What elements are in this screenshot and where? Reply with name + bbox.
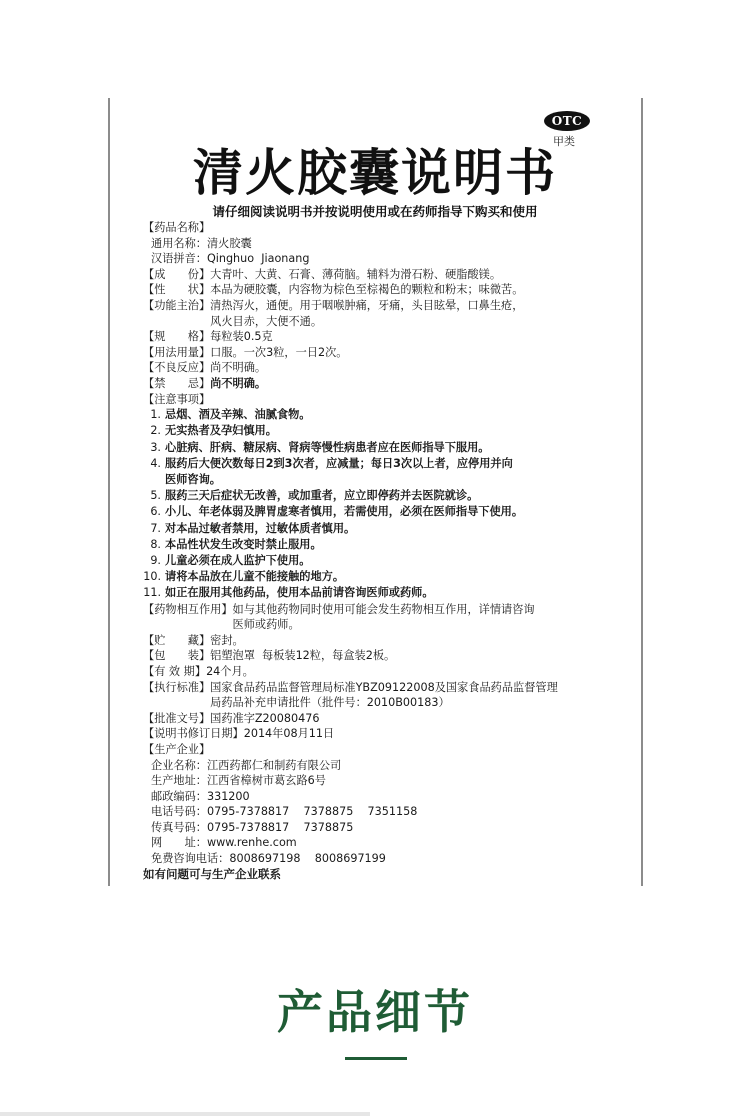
precaution-text: 对本品过敏者禁用，过敏体质者慎用。: [165, 521, 356, 535]
otc-badge: OTC: [544, 111, 590, 131]
field-label: 【性 状】: [143, 283, 211, 297]
bottom-divider: [0, 1112, 370, 1116]
field-row-dosage: [143, 345, 613, 361]
manufacturer-row: [143, 789, 613, 805]
precaution-text: 服药后大便次数每日2到3次者，应减量；每日3次以上者，应停用并向: [165, 456, 513, 470]
field-label: 【有 效 期】: [143, 664, 207, 678]
precaution-number: 9.: [150, 553, 161, 567]
field-value: 清热泻火，通便。用于咽喉肿痛，牙痛，头目眩晕，口鼻生疮，: [210, 298, 524, 312]
otc-category: 甲类: [553, 135, 575, 148]
precaution-item: [143, 423, 613, 439]
field-row-appearance: [143, 282, 613, 298]
field-value: 如与其他药物同时使用可能会发生药物相互作用，详情请咨询: [232, 602, 535, 616]
section-heading: 产品细节: [277, 985, 473, 1039]
precautions-header: 【注意事项】: [143, 392, 211, 406]
precaution-number: 2.: [150, 424, 161, 438]
precaution-number: 1.: [150, 408, 161, 422]
manufacturer-value: 江西药都仁和制药有限公司: [206, 758, 342, 772]
leaflet-subtitle: 请仔细阅读说明书并按说明使用或在药师指导下购买和使用: [212, 204, 538, 219]
field-value: 铝塑泡罩 每板装12粒，每盒装2板。: [210, 649, 396, 663]
precaution-number: 7.: [150, 521, 161, 535]
field-value: 口服。一次3粒，一日2次。: [210, 345, 348, 359]
field-label: 【成 份】: [143, 267, 211, 281]
manufacturer-row: [143, 851, 613, 867]
precaution-text: 无实热者及孕妇慎用。: [165, 424, 277, 438]
field-row-indications: [143, 298, 613, 314]
field-row-revision-date: [143, 726, 613, 742]
precaution-text: 请将本品放在儿童不能接触的地方。: [165, 570, 345, 584]
generic-name-value: 清火胶囊: [206, 236, 252, 250]
precaution-item: [143, 585, 613, 601]
precaution-text: 如正在服用其他药品，使用本品前请咨询医师或药师。: [165, 586, 434, 600]
manufacturer-label: 邮政编码：: [151, 789, 207, 803]
generic-name-row: [143, 236, 613, 252]
manufacturer-row: [143, 820, 613, 836]
field-value-cont: 医师或药师。: [232, 618, 300, 632]
manufacturer-label: 生产地址：: [151, 774, 207, 788]
field-value-cont: 局药品补充申请批件（批件号：2010B00183）: [210, 696, 450, 710]
drug-name-header-row: [143, 220, 613, 236]
manufacturer-label: 企业名称：: [151, 758, 207, 772]
precaution-number: 10.: [143, 570, 161, 584]
field-value: 尚不明确。: [210, 376, 267, 390]
manufacturer-row: [143, 773, 613, 789]
field-row-indications-cont: [143, 314, 613, 330]
field-label: 【功能主治】: [143, 298, 211, 312]
precaution-item: [143, 553, 613, 569]
field-value: 每粒装0.5克: [210, 330, 273, 344]
field-value: 密封。: [210, 633, 244, 647]
manufacturer-label: 免费咨询电话：: [151, 852, 230, 866]
precaution-number: 3.: [150, 440, 161, 454]
precaution-item: [143, 504, 613, 520]
field-label: 【禁 忌】: [143, 376, 211, 390]
right-border-line: [641, 98, 643, 886]
pinyin-label: 汉语拼音：: [151, 252, 207, 266]
field-label: 【批准文号】: [143, 711, 211, 725]
manufacturer-value: 江西省樟树市葛玄路6号: [206, 774, 326, 788]
field-label: 【说明书修订日期】: [143, 727, 244, 741]
field-label: 【不良反应】: [143, 361, 211, 375]
precaution-item-cont: [143, 472, 613, 488]
field-row-standard-cont: [143, 695, 613, 711]
field-label: 【贮 藏】: [143, 633, 211, 647]
field-row-approval-number: [143, 711, 613, 727]
precaution-item: [143, 488, 613, 504]
field-label: 【规 格】: [143, 330, 211, 344]
field-value: 尚不明确。: [210, 361, 267, 375]
manufacturer-value: 331200: [206, 789, 250, 803]
field-value: 国药准字Z20080476: [210, 711, 320, 725]
manufacturer-row: [143, 804, 613, 820]
field-value: 2014年08月11日: [243, 727, 335, 741]
precaution-number: 4.: [150, 456, 161, 470]
field-value: 24个月。: [206, 664, 254, 678]
precaution-item: [143, 407, 613, 423]
field-row-interactions-cont: [143, 617, 613, 633]
precaution-text: 服药三天后症状无改善，或加重者，应立即停药并去医院就诊。: [165, 489, 479, 503]
precaution-item: [143, 456, 613, 472]
precaution-text: 心脏病、肝病、糖尿病、肾病等慢性病患者应在医师指导下服用。: [165, 440, 490, 454]
precaution-text: 本品性状发生改变时禁止服用。: [165, 537, 322, 551]
manufacturer-header-row: [143, 742, 613, 758]
field-row-adverse-reactions: [143, 360, 613, 376]
manufacturer-header: 【生产企业】: [143, 742, 211, 756]
field-label: 【包 装】: [143, 649, 211, 663]
precaution-item: [143, 440, 613, 456]
footer-note: 如有问题可与生产企业联系: [143, 866, 281, 881]
pinyin-value: Qinghuo Jiaonang: [206, 252, 310, 266]
field-label: 【用法用量】: [143, 345, 211, 359]
left-border-line: [108, 98, 110, 886]
manufacturer-value: www.renhe.com: [206, 836, 297, 850]
drug-name-header: 【药品名称】: [143, 221, 211, 234]
precautions-header-row: [143, 392, 613, 408]
manufacturer-label: 传真号码：: [151, 820, 207, 834]
manufacturer-row: [143, 758, 613, 774]
field-row-interactions: [143, 602, 613, 618]
field-row-specification: [143, 329, 613, 345]
manufacturer-label: 电话号码：: [151, 805, 207, 819]
precaution-item: [143, 537, 613, 553]
field-label: 【药物相互作用】: [143, 602, 233, 616]
field-value-cont: 风火目赤，大便不通。: [210, 314, 323, 328]
precaution-text-cont: 医师咨询。: [165, 472, 221, 486]
manufacturer-value: 0795-7378817 7378875: [206, 820, 354, 834]
field-row-shelf-life: [143, 664, 613, 680]
precaution-number: 11.: [143, 586, 161, 600]
precaution-text: 儿童必须在成人监护下使用。: [165, 553, 311, 567]
field-row-package: [143, 648, 613, 664]
manufacturer-value: 0795-7378817 7378875 7351158: [206, 805, 418, 819]
field-row-storage: [143, 633, 613, 649]
precaution-number: 6.: [150, 505, 161, 519]
precaution-item: [143, 569, 613, 585]
precaution-item: [143, 521, 613, 537]
field-row-ingredients: [143, 267, 613, 283]
precaution-number: 5.: [150, 489, 161, 503]
footer-note-row: [143, 867, 613, 883]
field-label: 【执行标准】: [143, 680, 211, 694]
field-row-contraindications: [143, 376, 613, 392]
section-underline: [345, 1057, 407, 1060]
manufacturer-row: [143, 835, 613, 851]
pinyin-row: [143, 251, 613, 267]
leaflet-body: [143, 220, 613, 882]
leaflet-title: 清火胶囊说明书: [193, 143, 557, 202]
manufacturer-label: 网 址：: [151, 836, 207, 850]
field-row-standard: [143, 680, 613, 696]
manufacturer-value: 8008697198 8008697199: [229, 852, 386, 866]
generic-name-label: 通用名称：: [151, 236, 207, 250]
field-value: 国家食品药品监督管理局标准YBZ09122008及国家食品药品监督管理: [210, 680, 558, 694]
field-value: 本品为硬胶囊，内容物为棕色至棕褐色的颗粒和粉末；味微苦。: [210, 283, 524, 297]
precaution-number: 8.: [150, 537, 161, 551]
precaution-text: 小儿、年老体弱及脾胃虚寒者慎用，若需使用，必须在医师指导下使用。: [165, 505, 524, 519]
field-value: 大青叶、大黄、石膏、薄荷脑。辅料为滑石粉、硬脂酸镁。: [210, 267, 502, 281]
precaution-text: 忌烟、酒及辛辣、油腻食物。: [165, 408, 311, 422]
